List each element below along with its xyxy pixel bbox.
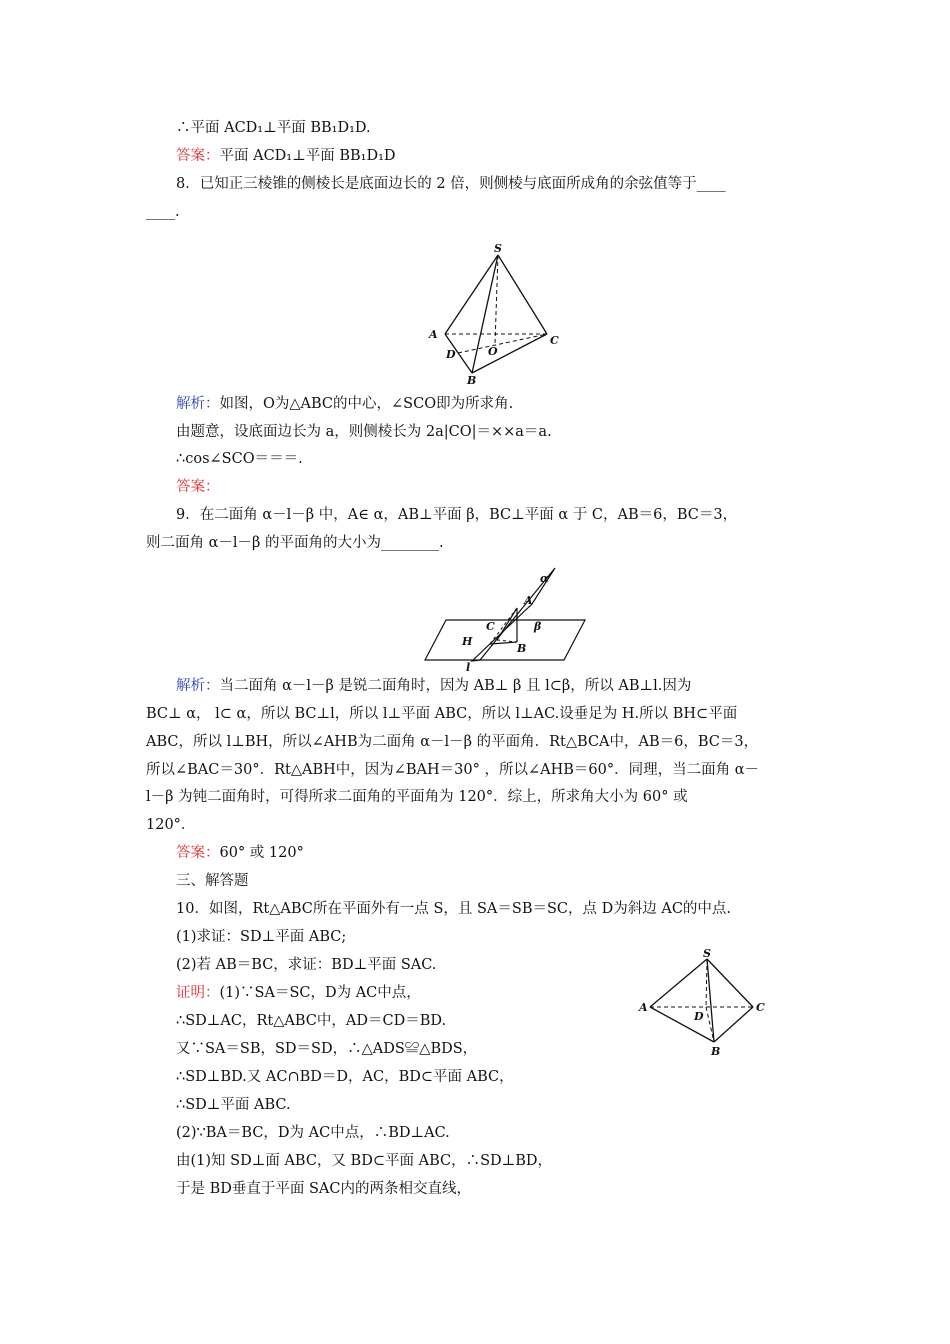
text-line [176,1123,450,1143]
line-text: ∴cos∠SCO＝＝＝. [176,451,303,467]
line-text: ∴SD⊥BD.又 AC∩BD＝D，AC，BD⊂平面 ABC， [176,1069,514,1085]
text-line [146,202,180,222]
text-line [176,843,304,863]
answer-label: 解析： [176,396,220,412]
label-a: A [429,328,438,341]
label-c: C [550,334,559,347]
label-a: A [639,1001,648,1014]
label-b: B [711,1045,721,1058]
line-text: 10．如图，Rt△ABC所在平面外有一点 S，且 SA＝SB＝SC，点 D为斜边 AC的中点. [176,901,732,917]
text-line [176,146,396,166]
dihedral-figure-q9 [420,560,590,675]
label-c: C [756,1001,765,1014]
text-line [176,927,346,947]
line-text: ____. [146,204,180,220]
line-text: 由(1)知 SD⊥面 ABC，又 BD⊂平面 ABC，∴SD⊥BD， [176,1153,553,1169]
answer-label: 答案： [176,479,220,495]
pyramid-figure-q8 [420,240,570,390]
line-text: 9．在二面角 α－l－β 中，A∈ α，AB⊥平面 β，BC⊥平面 α 于 C，AB＝6，BC＝3， [176,507,738,523]
line-text: BC⊥ α， l⊂ α，所以 BC⊥l，所以 l⊥平面 ABC，所以 l⊥AC.设垂足为 H.所以 BH⊂平面 [146,706,738,722]
line-text: 如图，O为△ABC的中心，∠SCO即为所求角. [219,396,514,412]
text-line [176,118,371,138]
label-a: A [524,594,533,607]
text-line [176,1151,552,1171]
label-beta: β [534,620,542,633]
label-s: S [494,242,502,255]
text-line [176,477,220,497]
text-line [176,505,737,525]
text-line [176,1095,291,1115]
label-o: O [488,345,498,358]
text-line [146,732,758,752]
line-text: l－β 为钝二面角时，可得所求二面角的平面角为 120°．综上，所求角大小为 60° 或 [146,789,688,805]
line-text: 又∵SA＝SB，SD＝SD，∴△ADS≌△BDS， [176,1041,478,1057]
text-line [146,533,444,553]
line-text: 平面 ACD₁⊥平面 BB₁D₁D [219,148,396,164]
line-text: (1)求证：SD⊥平面 ABC; [176,929,347,945]
text-line [146,815,195,835]
label-b: B [467,374,477,387]
line-text: 所以∠BAC＝30°．Rt△ABH中，因为∠BAH＝30° ，所以∠AHB＝60°．同理，当二面角 α－ [146,762,759,778]
line-text: ABC，所以 l⊥BH，所以∠AHB为二面角 α－l－β 的平面角．Rt△BCA中，AB＝6，BC＝3， [146,734,759,750]
answer-label: 证明： [176,985,220,1001]
label-c: C [486,620,495,633]
text-line [176,449,303,469]
pyramid-figure-q10 [636,945,772,1060]
label-l: l [466,661,471,674]
text-line [176,1179,471,1199]
text-line [176,1067,514,1087]
text-line [176,394,513,414]
text-line [176,422,552,442]
line-text: ∴平面 ACD₁⊥平面 BB₁D₁D. [176,120,371,136]
label-b: B [517,642,527,655]
label-alpha: α [540,572,549,585]
answer-label: 答案： [176,148,220,164]
label-s: S [703,947,711,960]
line-text: 120°． [146,817,196,833]
text-line [146,787,688,807]
line-text: 于是 BD垂直于平面 SAC内的两条相交直线， [176,1181,471,1197]
line-text: (2)若 AB＝BC，求证：BD⊥平面 SAC. [176,957,437,973]
text-line [176,983,421,1003]
text-line [146,704,737,724]
label-d: D [446,348,456,361]
line-text: ∴SD⊥平面 ABC. [176,1097,291,1113]
text-line [176,1039,477,1059]
label-h: H [462,635,473,648]
line-text: 由题意，设底面边长为 a，则侧棱长为 2a|CO|＝××a＝a. [176,424,552,440]
line-text: (1)∵SA＝SC，D为 AC中点， [219,985,421,1001]
line-text: 则二面角 α－l－β 的平面角的大小为________. [146,535,444,551]
line-text: 三、解答题 [176,873,249,889]
line-text: 8．已知正三棱锥的侧棱长是底面边长的 2 倍，则侧棱与底面所成角的余弦值等于____ [176,176,726,192]
text-line [176,899,731,919]
text-line [176,676,691,696]
answer-label: 解析： [176,678,220,694]
line-text: 当二面角 α－l－β 是锐二面角时，因为 AB⊥ β 且 l⊂β，所以 AB⊥l.因为 [219,678,692,694]
label-d: D [694,1010,704,1023]
text-line [176,955,436,975]
line-text: ∴SD⊥AC，Rt△ABC中，AD＝CD＝BD. [176,1013,447,1029]
answer-label: 答案： [176,845,220,861]
text-line [176,1011,446,1031]
text-line [176,871,249,891]
text-line [176,174,726,194]
text-line [146,760,759,780]
line-text: (2)∵BA＝BC，D为 AC中点，∴BD⊥AC. [176,1125,450,1141]
line-text: 60° 或 120° [219,845,304,861]
